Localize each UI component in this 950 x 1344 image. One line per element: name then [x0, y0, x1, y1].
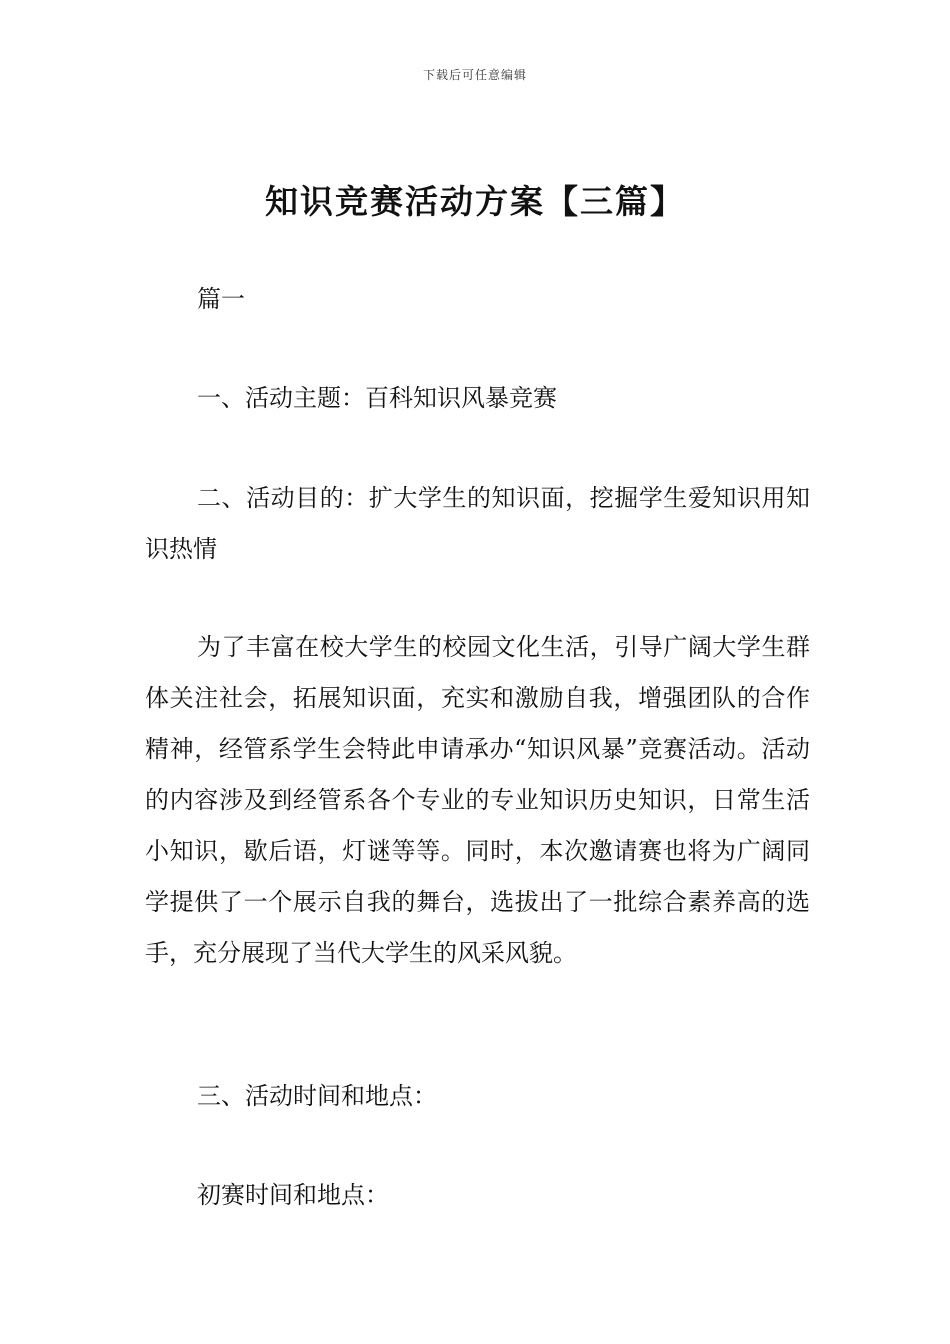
time-place-heading: 三、活动时间和地点：	[197, 1082, 437, 1110]
section-label-part-one: 篇一	[197, 285, 245, 313]
preliminary-time-place: 初赛时间和地点：	[197, 1181, 389, 1209]
background-paragraph: 为了丰富在校大学生的校园文化生活，引导广阔大学生群体关注社会，拓展知识面，充实和激励自我，增强团队的合作精神，经管系学生会特此申请承办“知识风暴”竞赛活动。活动的内容涉及到经管系各个专业的专业知识历史知识，日常生活小知识，歇后语，灯谜等等。同时，本次邀请赛也将为广阔同学提供了一个展示自我的舞台，选拔出了一批综合素养高的选手，充分展现了当代大学生的风采风貌。	[145, 633, 810, 967]
document-title: 知识竞赛活动方案【三篇】	[265, 182, 685, 221]
activity-purpose-paragraph: 二、活动目的：扩大学生的知识面，挖掘学生爱知识用知识热情	[145, 484, 810, 563]
page-header-note: 下载后可任意编辑	[422, 68, 527, 82]
activity-theme-paragraph: 一、活动主题：百科知识风暴竞赛	[197, 384, 557, 412]
